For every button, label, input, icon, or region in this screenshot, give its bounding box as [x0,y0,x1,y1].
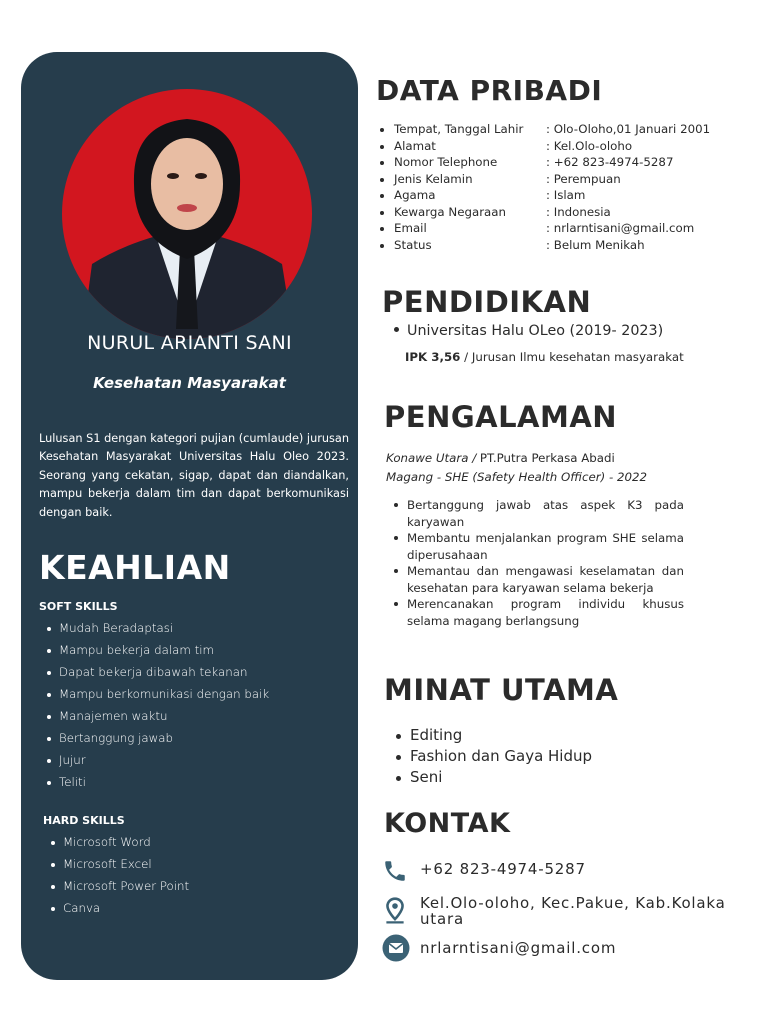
row-label: Nomor Telephone [394,155,498,169]
education-heading: PENDIDIKAN [382,285,592,319]
experience-company [386,451,615,465]
education-detail [405,349,691,366]
row-value: : Perempuan [546,171,621,186]
table-row [374,187,746,204]
major-text: / Jurusan Ilmu kesehatan masyarakat [460,350,684,364]
row-label: Jenis Kelamin [394,171,473,186]
email-icon [382,934,410,966]
interests-heading: MINAT UTAMA [384,673,619,707]
soft-skills-heading: SOFT SKILLS [39,600,118,613]
row-label: Kewarga Negaraan [394,204,506,219]
experience-position: Magang - SHE (Safety Health Officer) - 2022 [386,470,648,484]
profile-photo [62,89,312,339]
list-item: Microsoft Excel [47,853,189,875]
experience-location: Konawe Utara / [386,451,477,465]
list-item: Teliti [43,771,269,793]
list-item: Jujur [43,749,269,771]
row-label: Tempat, Tanggal Lahir [394,122,524,136]
row-value: : nrlarntisani@gmail.com [546,221,695,235]
education-school [394,323,663,339]
list-item: Memantau dan mengawasi keselamatan dan kesehatan para karyawan selama bekerja [394,563,684,596]
list-item: Bertanggung jawab atas aspek K3 pada karyawan [394,497,684,530]
row-label: Alamat [394,138,436,153]
company-name: PT.Putra Perkasa Abadi [476,451,615,465]
list-item: Microsoft Power Point [47,875,189,897]
list-item: Manajemen waktu [43,705,269,727]
list-item: Editing [394,725,592,746]
contact-address [382,895,742,935]
list-item: Membantu menjalankan program SHE selama diperusahaan [394,530,684,563]
profile-summary: Lulusan S1 dengan kategori pujian (cumlaude) jurusan Kesehatan Masyarakat Universitas Halu Oleo 2023. Seorang yang cekatan, sigap, dapat dan diandalkan, mampu bekerja dalam tim dan dapat berkomunikasi dengan baik. [39,432,349,519]
phone-number: +62 823-4974-5287 [420,860,586,878]
soft-skills-list [43,617,269,793]
table-row [374,154,746,171]
row-value: : Olo-Oloho,01 Januari 2001 [546,122,711,136]
list-item: Mampu berkomunikasi dengan baik [43,683,269,705]
list-item: Canva [47,897,189,919]
contact-email [382,934,742,962]
ipk-label: IPK 3,56 [405,350,461,364]
phone-icon [382,858,408,888]
row-value: : Indonesia [546,204,611,219]
table-row [374,138,746,155]
experience-heading: PENGALAMAN [384,400,618,434]
experience-list [394,497,684,629]
skills-heading: KEAHLIAN [39,548,231,587]
list-item: Mudah Beradaptasi [43,617,269,639]
table-row [374,220,746,237]
table-row [374,237,746,254]
row-value: : +62 823-4974-5287 [546,155,674,169]
table-row [374,171,746,188]
row-value: : Islam [546,188,586,202]
profession-subtitle: Kesehatan Masyarakat [93,374,286,392]
contact-phone [382,858,742,884]
school-name: Universitas Halu OLeo (2019- 2023) [407,323,664,339]
list-item: Bertanggung jawab [43,727,269,749]
list-item: Microsoft Word [47,831,189,853]
list-item: Merencanakan program individu khusus selama magang berlangsung [394,596,684,629]
row-label: Agama [394,188,436,202]
interests-list [394,725,592,788]
table-row [374,204,746,221]
email-address: nrlarntisani@gmail.com [420,939,617,957]
personal-data-heading: DATA PRIBADI [376,74,603,107]
address-text: Kel.Olo-oloho, Kec.Pakue, Kab.Kolaka utara [420,894,726,928]
hard-skills-heading: HARD SKILLS [43,814,125,827]
table-row [374,121,746,138]
row-value: : Kel.Olo-oloho [546,138,633,153]
full-name: NURUL ARIANTI SANI [87,332,292,354]
list-item: Mampu bekerja dalam tim [43,639,269,661]
row-label: Email [394,221,427,235]
list-item: Seni [394,767,592,788]
personal-data-table [374,121,746,253]
list-item: Dapat bekerja dibawah tekanan [43,661,269,683]
sidebar-panel [21,52,358,980]
list-item: Fashion dan Gaya Hidup [394,746,592,767]
hard-skills-list [47,831,189,919]
row-label: Status [394,237,432,252]
contact-heading: KONTAK [384,808,511,839]
location-pin-icon [382,896,408,928]
row-value: : Belum Menikah [546,237,645,252]
